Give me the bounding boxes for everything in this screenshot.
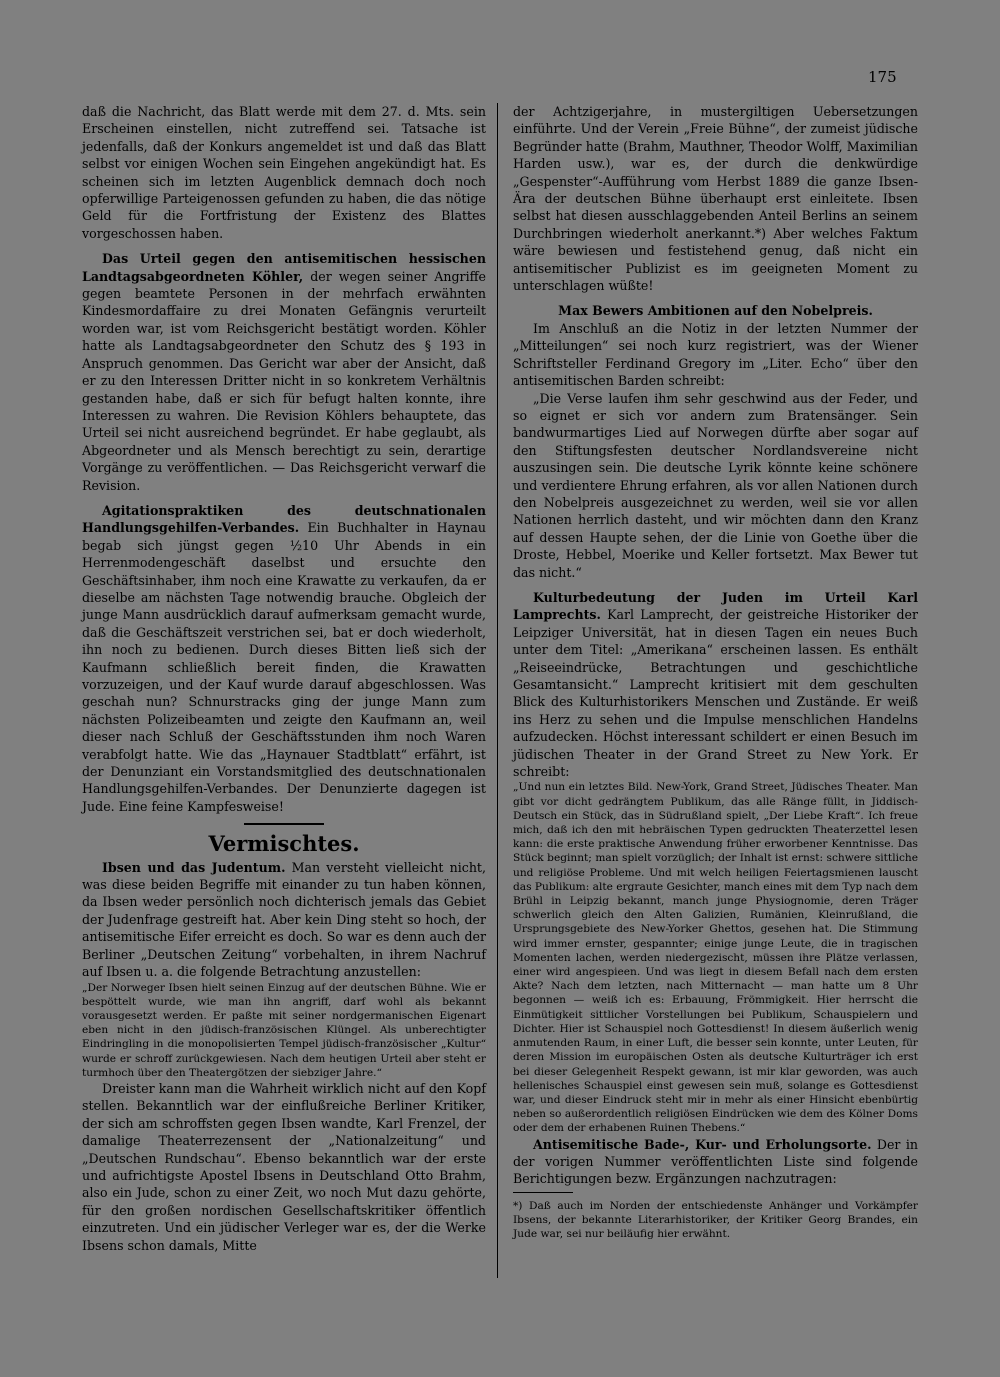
article-koehler [82,250,486,494]
article-agitation [82,502,486,815]
left-column [82,103,486,1254]
body-ibsen: Man versteht vielleicht nicht, was diese beiden Begriffe mit einander zu tun haben können, da Ibsen weder persönlich noch dichterisch jemals das Gebiet der Judenfrage gestreift hat. Aber kein Ding steht so hoch, der antisemitische Eifer erreicht es doch. So war es denn auch der Berliner „Deutschen Zeitung“ vorbehalten, in ihrem Nachruf auf Ibsen u. a. die folgende Betrachtung anzustellen: [82,859,486,980]
footnote-rule [513,1192,573,1193]
heading-agitation: Agitationspraktiken des deutschnationalen Handlungsgehilfen-Verbandes. [82,502,486,536]
quote-gregory: „Die Verse laufen ihm sehr geschwind aus der Feder, und so eignet er sich vor andern zum Bratensänger. Sein bandwurmartiges Lied auf Norwegen dürfte aber sogar auf den Stiftungsfesten deutscher Nordlandsvereine nicht auszusingen sein. Die deutsche Lyrik könnte keine schönere und verdientere Ehrung erfahren, als vor allen Nationen durch den Nobelpreis ausgezeichnet zu werden, weil sie vor allen Nationen herrlich dasteht, und wir möchten dann den Kranz auf dessen Haupte sehen, der die Linie von Goethe über die Droste, Hebbel, Moerike und Keller fortsetzt. Max Bewer tut das nicht.“ [513,390,918,580]
paragraph-freie-buehne: der Achtzigerjahre, in mustergiltigen Uebersetzungen einführte. Und der Verein „Freie Bühne“, der zumeist jüdische Begründer hatte (Brahm, Mauthner, Theodor Wolff, Maximilian Harden usw.), war es, der durch die denkwürdige „Gespenster“-Aufführung vom Herbst 1889 die ganze Ibsen-Ära der deutschen Bühne überhaupt erst einleitete. Ibsen selbst hat diesen ausschlaggebenden Anteil Berlins an seinem Durchbringen wiederholt anerkannt.*) Aber welches Faktum wäre bewiesen und festistehend genug, daß nicht ein antisemitischer Publizist es im geeigneten Moment zu unterschlagen wüßte! [513,104,918,294]
right-column [513,103,918,1241]
paragraph-bewer-intro: Im Anschluß an die Notiz in der letzten Nummer der „Mitteilungen“ sei noch kurz registriert, was der Wiener Schriftsteller Ferdinand Gregory im „Liter. Echo“ über den antisemitischen Barden schreibt: [513,320,918,389]
quote-deutsche-zeitung: „Der Norweger Ibsen hielt seinen Einzug auf der deutschen Bühne. Wie er bespöttelt wurde, wie man ihn angriff, darf wohl als bekannt vorausgesetzt werden. Er paßte mit seiner nordgermanischen Eigenart eben nicht in den jüdisch-französischen Klüngel. Als unberechtigter Eindringling in die monopolisierten Tempel jüdisch-französischer „Kultur“ wurde er schroff zurückgewiesen. Nach dem heutigen Urteil aber steht er turmhoch über den Theatergötzen der siebziger Jahre.“ [82,981,486,1079]
body-koehler: der wegen seiner Angriffe gegen beamtete Personen in der mehrfach erwähnten Kindesmordaffaire zu drei Monaten Gefängnis verurteilt worden war, ist vom Reichsgericht bestätigt worden. Köhler hatte als Landtagsabgeordneter den Schutz des § 193 in Anspruch genommen. Das Gericht war aber der Ansicht, daß er zu den Interessen Dritter nicht in so konkretem Verhältnis gestanden habe, daß er sich für befugt halten konnte, ihre Interessen zu wahren. Die Revision Köhlers behauptete, das Urteil sei nicht ausreichend begründet. Er habe geglaubt, als Abgeordneter und als Mensch berechtigt zu sein, derartige Vorgänge zu veröffentlichen. — Das Reichsgericht verwarf die Revision. [82,268,486,493]
heading-ibsen: Ibsen und das Judentum. [102,859,286,875]
body-badeorte: Der in der vorigen Nummer veröffentlichten Liste sind folgende Berichtigungen bezw. Ergänzungen nachzutragen: [513,1136,918,1187]
page-number: 175 [868,68,897,86]
body-agitation: Ein Buchhalter in Haynau begab sich jüngst gegen ½10 Uhr Abends in ein Herrenmodengeschäft daselbst und ersuchte den Geschäftsinhaber, ihm noch eine Krawatte zu verkaufen, da er dieselbe am nächsten Tage notwendig brauche. Obgleich der junge Mann ausdrücklich darauf aufmerksam gemacht wurde, daß die Geschäftszeit verstrichen sei, bat er doch wiederholt, ihn noch zu bedienen. Durch dieses Bitten ließ sich der Kaufmann schließlich bereit finden, die Krawatten vorzuzeigen, und der Kauf wurde darauf abgeschlossen. Was geschah nun? Schnurstracks ging der junge Mann zum nächsten Polizeibeamten und zeigte den Kaufmann an, weil dieser nach Schluß der Geschäftsstunden ihm noch Waren verabfolgt hatte. Wie das „Haynauer Stadtblatt“ erfährt, ist der Denunziant ein Vorstandsmitglied des deutschnationalen Handlungsgehilfen-Verbandes. Der Denunzierte dagegen ist Jude. Eine feine Kampfesweise! [82,520,486,814]
article-ibsen [82,859,486,981]
footnote: *) Daß auch im Norden der entschiedenste Anhänger und Vorkämpfer Ibsens, der bekannte Literarhistoriker, der Kritiker Georg Brandes, ein Jude war, sei nur beiläufig hier erwähnt. [513,1199,918,1240]
section-title: Vermischtes. [208,831,360,857]
body-lamprecht: Karl Lamprecht, der geistreiche Historiker der Leipziger Universität, hat in diesen Tagen ein neues Buch unter dem Titel: „Amerikana“ erscheinen lassen. Es enthält „Reiseeindrücke, Betrachtungen und geschichtliche Gesamtansicht.“ Lamprecht kritisiert mit dem geschulten Blick des Kulturhistorikers Menschen und Zustände. Er weiß ins Herz zu sehen und die Impulse menschlichen Handelns aufzudecken. Höchst interessant schildert er einen Besuch im jüdischen Theater in der Grand Street zu New York. Er schreibt: [513,607,918,780]
column-divider [497,103,498,1278]
heading-badeorte: Antisemitische Bade-, Kur- und Erholungsorte. [533,1136,872,1152]
article-badeorte [513,1136,918,1188]
heading-bewer [513,302,918,319]
quote-lamprecht: „Und nun ein letztes Bild. New-York, Grand Street, Jüdisches Theater. Man gibt vor dicht gedrängtem Publikum, das alle Ränge füllt, in Jiddisch-Deutsch ein Stück, das in Südrußland spielt, „Der Liebe Kraft“. Ich freue mich, daß ich den mit hebräischen Typen gedruckten Theaterzettel lesen kann: die erste praktische Anwendung früher erworbener Kenntnisse. Das Stück beginnt; man spielt vorzüglich; der Inhalt ist ernst: schwere sittliche und religiöse Probleme. Und mit welch heiligen Feiertagsmienen lauscht das Publikum: alte ergraute Gesichter, manch eines mit dem Typ nach dem Brühl in Leipzig bekannt, manch junge Physiognomie, deren Träger schwerlich gleich den Alten Galizien, Rumänien, Kleinrußland, die Ursprungsgebiete des New-Yorker Ghettos, gesehen hat. Die Stimmung wird immer ernster, gespannter; einige junge Leute, die in tragischen Momenten lachen, werden niedergezischt, müssen ihre Plätze verlassen, einer wird angespieen. Und was liegt in diesem Befall nach dem ersten Akte? Nach dem letzten, nach Mitternacht — man hatte um 8 Uhr begonnen — weiß ich es: Erbauung, Frömmigkeit. Hier herrscht die Einmütigkeit sittlicher Vorstellungen bei Publikum, Schauspielern und Dichter. Hier ist Schauspiel noch Gottesdienst! In diesem äußerlich wenig anmutenden Raum, in einer Luft, die besser sein konnte, unter Leuten, für deren Mission im europäischen Osten als deutsche Kulturträger ich erst bei dieser Gelegenheit Respekt gewann, ist mir klar geworden, was auch hellenisches Schauspiel einst gewesen sein muß, solange es Gottesdienst war, und dieser Eindruck steht mir in mehr als einer Hinsicht ebenbürtig neben so außerordentlich religiösen Eindrücken wie dem des Kölner Doms oder dem der erhabenen Ruinen Thebens.“ [513,781,918,1135]
paragraph-blatt: daß die Nachricht, das Blatt werde mit dem 27. d. Mts. sein Erscheinen einstellen, nicht zutreffend sei. Tatsache ist jedenfalls, daß der Konkurs angemeldet ist und daß das Blatt selbst vor einigen Wochen sein Eingehen angekündigt hat. Es scheinen sich im letzten Augenblick demnach doch noch opferwillige Parteigenossen gefunden zu haben, die das nötige Geld für die Fortfristung der Existenz des Blattes vorgeschossen haben. [82,104,486,241]
article-lamprecht [513,589,918,780]
paragraph-dreister: Dreister kann man die Wahrheit wirklich nicht auf den Kopf stellen. Bekanntlich war der einflußreiche Berliner Kritiker, der sich am schroffsten gegen Ibsen wandte, Karl Frenzel, der damalige Theaterrezensent der „Nationalzeitung“ und „Deutschen Rundschau“. Ebenso bekanntlich war der erste und aufrichtigste Apostel Ibsens in Deutschland Otto Brahm, also ein Jude, schon zu einer Zeit, wo noch Mut dazu gehörte, für den großen nordischen Gesellschaftskritiker öffentlich einzutreten. Und ein jüdischer Verleger war es, der die Werke Ibsens schon damals, Mitte [82,1080,486,1253]
section-rule [244,823,324,825]
heading-lamprecht: Kulturbedeutung der Juden im Urteil Karl Lamprechts. [513,589,918,623]
heading-bewer-text: Max Bewers Ambitionen auf den Nobelpreis. [558,303,873,319]
heading-koehler: Das Urteil gegen den antisemitischen hessischen Landtagsabgeordneten Köhler, [82,251,486,284]
